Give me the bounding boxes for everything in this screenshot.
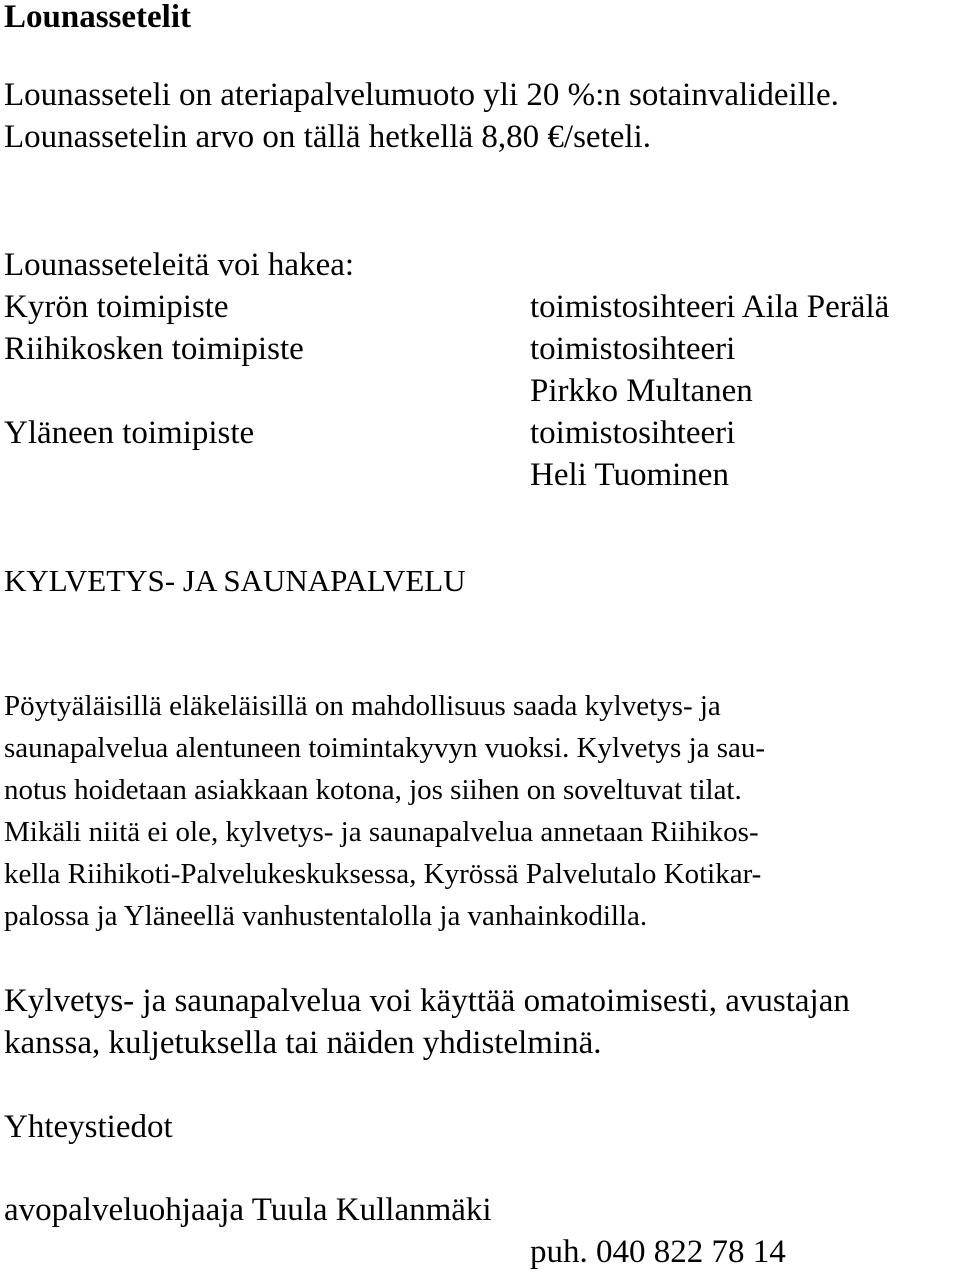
- office-riihikoski: Riihikosken toimipiste: [4, 331, 304, 367]
- official-kyro: toimistosihteeri Aila Perälä: [530, 289, 890, 325]
- sauna-line: notus hoidetaan asiakkaan kotona, jos siihen on soveltuvat tilat.: [4, 774, 742, 806]
- sauna-line: kella Riihikoti-Palvelukeskuksessa, Kyrössä Palvelutalo Kotikar-: [4, 858, 762, 890]
- usage-paragraph: [4, 980, 850, 1064]
- usage-line: kanssa, kuljetuksella tai näiden yhdistelminä.: [4, 1025, 602, 1061]
- apply-heading: Lounasseteleitä voi hakea:: [4, 247, 355, 283]
- intro-line-2: Lounassetelin arvo on tällä hetkellä 8,80 €/seteli.: [4, 119, 651, 155]
- official-riihikoski-title: toimistosihteeri: [530, 331, 736, 367]
- contacts-heading: Yhteystiedot: [4, 1109, 173, 1145]
- sauna-line: saunapalvelua alentuneen toimintakyvyn vuoksi. Kylvetys ja sau-: [4, 732, 766, 764]
- sauna-line: Pöytyäläisillä eläkeläisillä on mahdollisuus saada kylvetys- ja: [4, 690, 721, 722]
- office-kyro: Kyrön toimipiste: [4, 289, 229, 325]
- sauna-line: palossa ja Yläneellä vanhustentalolla ja vanhainkodilla.: [4, 900, 648, 932]
- intro-line-1: Lounasseteli on ateriapalvelumuoto yli 20 %:n sotainvalideille.: [4, 77, 839, 113]
- contact-phone: puh. 040 822 78 14: [530, 1234, 786, 1270]
- official-riihikoski-name: Pirkko Multanen: [530, 373, 753, 409]
- official-ylane-title: toimistosihteeri: [530, 415, 736, 451]
- page-title: Lounassetelit: [4, 0, 192, 35]
- sauna-heading: KYLVETYS- JA SAUNAPALVELU: [4, 563, 466, 598]
- usage-line: Kylvetys- ja saunapalvelua voi käyttää omatoimisesti, avustajan: [4, 983, 850, 1019]
- sauna-line: Mikäli niitä ei ole, kylvetys- ja saunapalvelua annetaan Riihikos-: [4, 816, 759, 848]
- sauna-paragraph: [4, 685, 765, 937]
- office-ylane: Yläneen toimipiste: [4, 415, 255, 451]
- official-ylane-name: Heli Tuominen: [530, 457, 729, 493]
- contact-person: avopalveluohjaaja Tuula Kullanmäki: [4, 1192, 492, 1228]
